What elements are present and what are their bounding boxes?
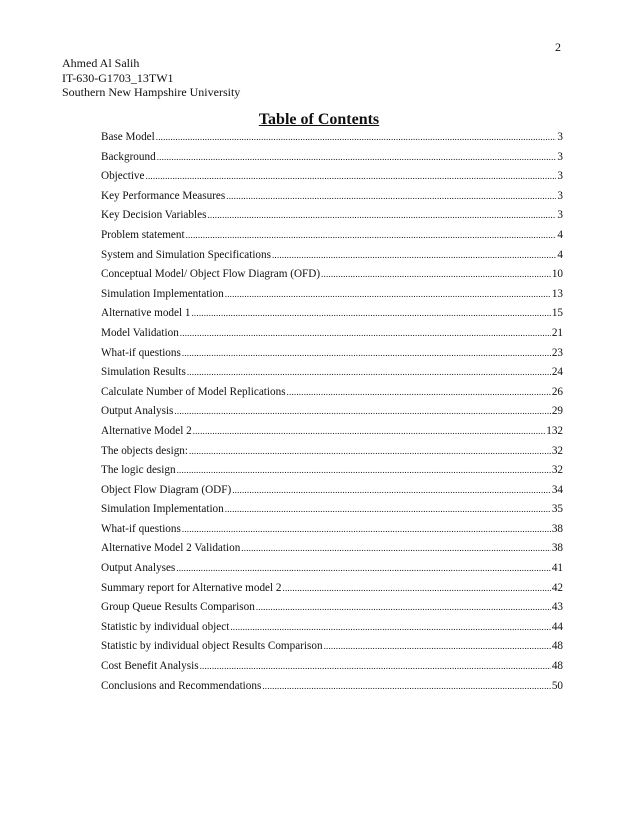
toc-entry-page-number: 48 xyxy=(551,660,563,673)
toc-dot-leader xyxy=(174,404,550,418)
toc-dot-leader xyxy=(157,150,557,164)
toc-entry-page-number: 35 xyxy=(551,503,563,516)
toc-dot-leader xyxy=(232,483,551,497)
table-of-contents xyxy=(101,130,563,698)
toc-entry-label[interactable]: The logic design xyxy=(101,464,176,477)
toc-entry[interactable] xyxy=(101,346,563,366)
toc-dot-leader xyxy=(287,385,551,399)
toc-entry-page-number: 3 xyxy=(557,131,563,143)
toc-dot-leader xyxy=(187,365,551,379)
toc-entry-page-number: 29 xyxy=(551,405,563,418)
toc-entry[interactable] xyxy=(101,600,563,620)
toc-entry-page-number: 32 xyxy=(551,464,563,477)
toc-entry[interactable] xyxy=(101,541,563,561)
toc-dot-leader xyxy=(182,346,551,360)
toc-dot-leader xyxy=(241,541,551,555)
toc-entry[interactable] xyxy=(101,326,563,346)
toc-entry-label[interactable]: What-if questions xyxy=(101,522,181,535)
toc-entry-label[interactable]: Summary report for Alternative model 2 xyxy=(101,581,282,594)
toc-entry[interactable] xyxy=(101,463,563,483)
toc-entry[interactable] xyxy=(101,189,563,209)
toc-entry-label[interactable]: Objective xyxy=(101,170,145,183)
university-name: Southern New Hampshire University xyxy=(62,85,241,99)
toc-entry-label[interactable]: Group Queue Results Comparison xyxy=(101,601,255,614)
toc-entry[interactable] xyxy=(101,287,563,307)
toc-entry-page-number: 10 xyxy=(551,268,563,281)
toc-dot-leader xyxy=(225,287,551,301)
toc-entry[interactable] xyxy=(101,522,563,542)
toc-entry-label[interactable]: Background xyxy=(101,150,156,163)
toc-entry-label[interactable]: Simulation Results xyxy=(101,366,186,379)
toc-dot-leader xyxy=(191,306,550,320)
toc-entry-label[interactable]: Output Analyses xyxy=(101,562,176,575)
toc-entry[interactable] xyxy=(101,208,563,228)
document-header xyxy=(62,56,240,100)
toc-entry-label[interactable]: Simulation Implementation xyxy=(101,503,224,516)
author-name: Ahmed Al Salih xyxy=(62,56,140,70)
toc-entry-page-number: 3 xyxy=(557,150,563,163)
toc-entry[interactable] xyxy=(101,444,563,464)
toc-entry-page-number: 13 xyxy=(551,287,563,300)
toc-entry[interactable] xyxy=(101,502,563,522)
toc-entry-label[interactable]: Model Validation xyxy=(101,326,179,339)
toc-entry-label[interactable]: Output Analysis xyxy=(101,405,174,418)
toc-entry[interactable] xyxy=(101,561,563,581)
toc-title: Table of Contents xyxy=(258,111,380,128)
toc-entry[interactable] xyxy=(101,169,563,189)
toc-entry-page-number: 132 xyxy=(546,424,563,437)
toc-entry[interactable] xyxy=(101,679,563,699)
toc-entry-label[interactable]: Key Decision Variables xyxy=(101,209,207,222)
toc-entry-page-number: 21 xyxy=(551,326,563,339)
toc-entry-page-number: 26 xyxy=(551,385,563,398)
toc-dot-leader xyxy=(207,208,556,222)
toc-entry-page-number: 34 xyxy=(551,483,563,496)
toc-entry-page-number: 50 xyxy=(551,679,563,692)
toc-entry[interactable] xyxy=(101,483,563,503)
toc-dot-leader xyxy=(283,581,551,595)
toc-entry-label[interactable]: Base Model xyxy=(101,131,155,143)
toc-entry-label[interactable]: Conclusions and Recommendations xyxy=(101,679,262,692)
toc-entry[interactable] xyxy=(101,306,563,326)
toc-entry-page-number: 41 xyxy=(551,562,563,575)
toc-dot-leader xyxy=(272,248,556,262)
toc-dot-leader xyxy=(177,463,551,477)
toc-entry[interactable] xyxy=(101,620,563,640)
toc-dot-leader xyxy=(182,522,551,536)
toc-entry-page-number: 15 xyxy=(551,307,563,320)
toc-entry[interactable] xyxy=(101,404,563,424)
toc-entry-label[interactable]: Simulation Implementation xyxy=(101,287,224,300)
toc-entry-page-number: 43 xyxy=(551,601,563,614)
toc-entry[interactable] xyxy=(101,659,563,679)
toc-entry-page-number: 24 xyxy=(551,366,563,379)
toc-dot-leader xyxy=(176,561,551,575)
toc-entry-page-number: 3 xyxy=(557,189,563,202)
toc-dot-leader xyxy=(189,444,551,458)
toc-entry[interactable] xyxy=(101,581,563,601)
course-code: IT-630-G1703_13TW1 xyxy=(62,70,174,85)
toc-entry[interactable] xyxy=(101,267,563,287)
toc-dot-leader xyxy=(230,620,550,634)
toc-entry-page-number: 4 xyxy=(557,228,563,241)
toc-entry-label[interactable]: Alternative Model 2 xyxy=(101,424,192,437)
toc-entry-label[interactable]: Cost Benefit Analysis xyxy=(101,660,199,673)
toc-entry-label[interactable]: System and Simulation Specifications xyxy=(101,248,271,261)
toc-entry-page-number: 23 xyxy=(551,346,563,359)
toc-dot-leader xyxy=(156,130,557,144)
toc-entry-label[interactable]: Statistic by individual object Results Comparison xyxy=(101,640,323,653)
page-number: 2 xyxy=(555,40,561,54)
toc-entry[interactable] xyxy=(101,639,563,659)
toc-dot-leader xyxy=(180,326,551,340)
toc-dot-leader xyxy=(146,169,557,183)
toc-entry[interactable] xyxy=(101,150,563,170)
toc-entry-page-number: 4 xyxy=(557,248,563,261)
toc-entry[interactable] xyxy=(101,365,563,385)
toc-dot-leader xyxy=(321,267,551,281)
toc-entry-label[interactable]: Calculate Number of Model Replications xyxy=(101,385,286,398)
toc-entry-label[interactable]: Alternative Model 2 Validation xyxy=(101,542,241,555)
toc-entry-page-number: 42 xyxy=(551,581,563,594)
toc-entry-label[interactable]: Alternative model 1 xyxy=(101,307,191,320)
toc-dot-leader xyxy=(193,424,546,438)
toc-dot-leader xyxy=(200,659,551,673)
toc-entry-label[interactable]: Object Flow Diagram (ODF) xyxy=(101,483,232,496)
toc-entry[interactable] xyxy=(101,130,563,150)
toc-entry[interactable] xyxy=(101,248,563,268)
toc-entry[interactable] xyxy=(101,228,563,248)
toc-dot-leader xyxy=(225,502,551,516)
toc-dot-leader xyxy=(226,189,556,203)
toc-dot-leader xyxy=(186,228,557,242)
toc-entry-page-number: 44 xyxy=(551,620,563,633)
toc-entry-label[interactable]: The objects design: xyxy=(101,444,188,457)
toc-entry-page-number: 48 xyxy=(551,640,563,653)
toc-entry[interactable] xyxy=(101,424,563,444)
toc-entry-page-number: 38 xyxy=(551,522,563,535)
toc-dot-leader xyxy=(324,639,551,653)
toc-entry-label[interactable]: What-if questions xyxy=(101,346,181,359)
toc-entry-label[interactable]: Statistic by individual object xyxy=(101,620,230,633)
toc-entry-label[interactable]: Problem statement xyxy=(101,228,185,241)
toc-dot-leader xyxy=(256,600,551,614)
toc-entry-page-number: 38 xyxy=(551,542,563,555)
toc-entry-label[interactable]: Conceptual Model/ Object Flow Diagram (OFD) xyxy=(101,268,321,281)
toc-entry-page-number: 3 xyxy=(557,170,563,183)
toc-entry-label[interactable]: Key Performance Measures xyxy=(101,189,226,202)
toc-entry[interactable] xyxy=(101,385,563,405)
toc-dot-leader xyxy=(262,679,550,693)
toc-entry-page-number: 3 xyxy=(557,209,563,222)
toc-entry-page-number: 32 xyxy=(551,444,563,457)
